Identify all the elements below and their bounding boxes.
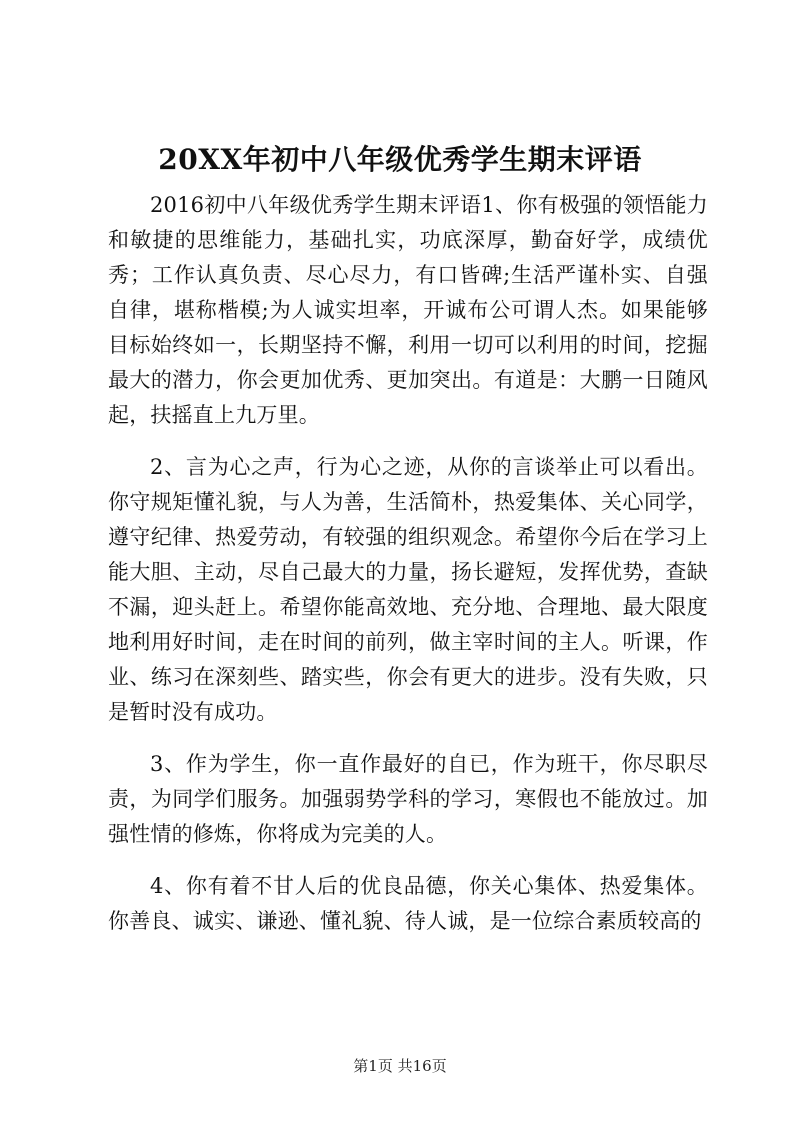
paragraph-3: 3、作为学生，你一直作最好的自已，作为班干，你尽职尽责，为同学们服务。加强弱势学科的学习，寒假也不能放过。加强性情的修炼，你将成为完美的人。 <box>108 752 708 846</box>
paragraph-2: 2、言为心之声，行为心之迹，从你的言谈举止可以看出。你守规矩懂礼貌，与人为善，生活简朴，热爱集体、关心同学，遵守纪律、热爱劳动，有较强的组织观念。希望你今后在学习上能大胆、主动，尽自己最大的力量，扬长避短，发挥优势，查缺不漏，迎头赶上。希望你能高效地、充分地、合理地、最大限度地利用好时间，走在时间的前列，做主宰时间的主人。听课，作业、练习在深刻些、踏实些，你会有更大的进步。没有失败，只是暂时没有成功。 <box>108 455 708 724</box>
page-footer: 第1页 共16页 <box>353 1057 447 1075</box>
paragraph-1: 2016初中八年级优秀学生期末评语1、你有极强的领悟能力和敏捷的思维能力，基础扎实，功底深厚，勤奋好学，成绩优秀；工作认真负责、尽心尽力，有口皆碑;生活严谨朴实、自强自律，堪称楷模;为人诚实坦率，开诚布公可谓人杰。如果能够目标始终如一，长期坚持不懈，利用一切可以利用的时间，挖掘最大的潜力，你会更加优秀、更加突出。有道是：大鹏一日随风起，扶摇直上九万里。 <box>108 193 708 427</box>
document-body <box>108 188 708 956</box>
document-title: 20XX年初中八年级优秀学生期末评语 <box>158 143 642 176</box>
paragraph-4: 4、你有着不甘人后的优良品德，你关心集体、热爱集体。你善良、诚实、谦逊、懂礼貌、待人诚，是一位综合素质较高的 <box>108 874 708 933</box>
